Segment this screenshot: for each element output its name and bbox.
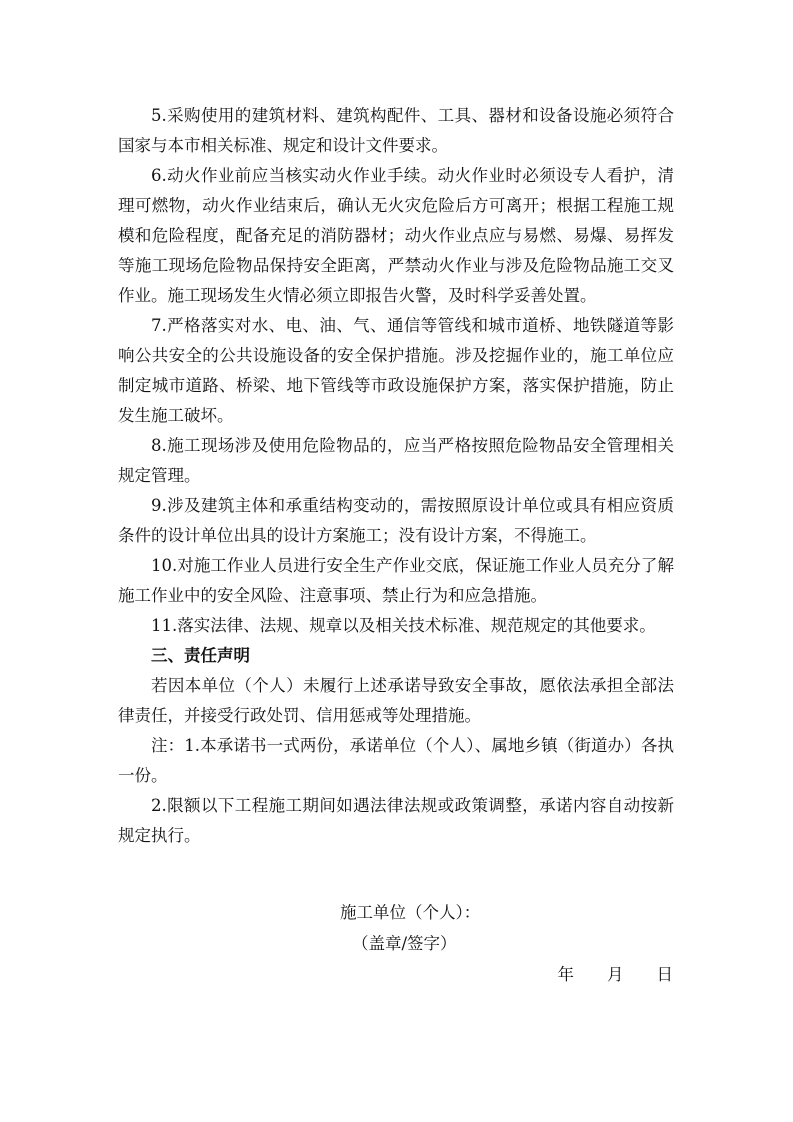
note-1: 注：1.本承诺书一式两份，承诺单位（个人）、属地乡镇（街道办）各执一份。 — [118, 736, 674, 785]
clause-9: 9.涉及建筑主体和承重结构变动的，需按照原设计单位或具有相应资质条件的设计单位出具的设计方案施工；没有设计方案，不得施工。 — [118, 496, 674, 545]
document-body — [118, 101, 674, 851]
clause-10: 10.对施工作业人员进行安全生产作业交底，保证施工作业人员充分了解施工作业中的安全风险、注意事项、禁止行为和应急措施。 — [118, 556, 674, 605]
clause-5: 5.采购使用的建筑材料、建筑构配件、工具、器材和设备设施必须符合国家与本市相关标准、规定和设计文件要求。 — [118, 106, 674, 155]
note-2: 2.限额以下工程施工期间如遇法律法规或政策调整，承诺内容自动按新规定执行。 — [118, 796, 674, 845]
clause-6: 6.动火作业前应当核实动火作业手续。动火作业时必须设专人看护，清理可燃物，动火作业结束后，确认无火灾危险后方可离开；根据工程施工规模和危险程度，配备充足的消防器材；动火作业点应与易燃、易爆、易挥发等施工现场危险物品保持安全距离，严禁动火作业与涉及危险物品施工交叉作业。施工现场发生火情必须立即报告火警，及时科学妥善处置。 — [118, 166, 674, 305]
clause-8: 8.施工现场涉及使用危险物品的，应当严格按照危险物品安全管理相关规定管理。 — [118, 436, 674, 485]
section-heading-responsibility: 三、责任声明 — [151, 646, 250, 665]
responsibility-statement: 若因本单位（个人）未履行上述承诺导致安全事故，愿依法承担全部法律责任，并接受行政处罚、信用惩戒等处理措施。 — [118, 676, 674, 725]
signature-date-label: 年 月 日 — [557, 965, 673, 984]
clause-11: 11.落实法律、法规、规章以及相关技术标准、规范规定的其他要求。 — [151, 616, 656, 635]
clause-7: 7.严格落实对水、电、油、气、通信等管线和城市道桥、地铁隧道等影响公共安全的公共设施设备的安全保护措施。涉及挖掘作业的，施工单位应制定城市道路、桥梁、地下管线等市政设施保护方案，落实保护措施，防止发生施工破坏。 — [118, 316, 674, 425]
signature-unit-label: 施工单位（个人）： — [340, 903, 481, 922]
signature-stamp-label: （盖章/签字） — [352, 934, 457, 953]
